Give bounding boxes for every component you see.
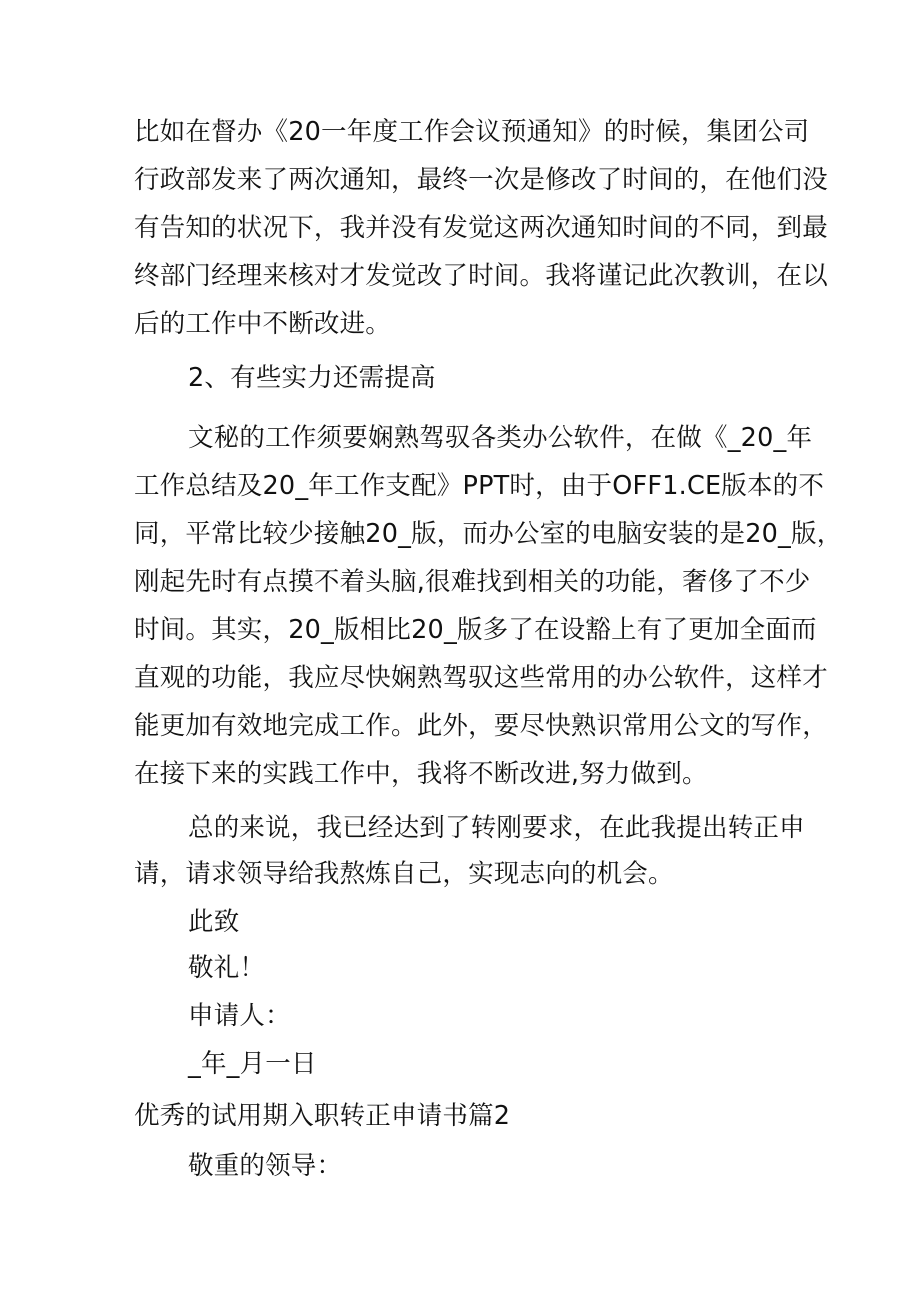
salutation: 敬重的领导： bbox=[188, 1151, 343, 1181]
section-title: 优秀的试用期入职转正申请书篇2 bbox=[134, 1101, 511, 1131]
closing-line: 敬礼！ bbox=[188, 953, 266, 983]
paragraph-line: 能更加有效地完成工作。此外，要尽快熟识常用公文的写作， bbox=[134, 711, 828, 741]
applicant-label: 申请人： bbox=[188, 1001, 291, 1031]
paragraph-line: 后的工作中不断改进。 bbox=[134, 309, 392, 339]
paragraph-line: 总的来说，我已经达到了转刚要求，在此我提出转正申 bbox=[188, 813, 805, 843]
section-heading: 2、有些实力还需提高 bbox=[188, 363, 436, 393]
paragraph-line: 有告知的状况下，我并没有发觉这两次通知时间的不同，到最 bbox=[134, 213, 828, 243]
paragraph-line: 文秘的工作须要娴熟驾驭各类办公软件，在做《_20_年 bbox=[188, 423, 813, 453]
closing-line: 此致 bbox=[188, 907, 240, 937]
date-line: _年_月一日 bbox=[188, 1049, 317, 1079]
paragraph-line: 时间。其实，20_版相比20_版多了在设豁上有了更加全面而 bbox=[134, 615, 817, 645]
paragraph-line: 同，平常比较少接触20_版，而办公室的电脑安装的是20_版， bbox=[134, 519, 843, 549]
paragraph-line: 比如在督办《20一年度工作会议预通知》的时候，集团公司 bbox=[134, 117, 810, 147]
paragraph-line: 请，请求领导给我熬炼自己，实现志向的机会。 bbox=[134, 859, 674, 889]
paragraph-line: 直观的功能，我应尽快娴熟驾驭这些常用的办公软件，这样才 bbox=[134, 663, 828, 693]
paragraph-line: 在接下来的实践工作中，我将不断改进,努力做到。 bbox=[134, 759, 708, 789]
paragraph-line: 工作总结及20_年工作支配》PPT时，由于OFF1.CE版本的不 bbox=[134, 471, 825, 501]
paragraph-line: 刚起先时有点摸不着头脑,很难找到相关的功能，奢侈了不少 bbox=[134, 567, 811, 597]
paragraph-line: 行政部发来了两次通知，最终一次是修改了时间的，在他们没 bbox=[134, 165, 828, 195]
paragraph-line: 终部门经理来核对才发觉改了时间。我将谨记此次教训，在以 bbox=[134, 261, 828, 291]
